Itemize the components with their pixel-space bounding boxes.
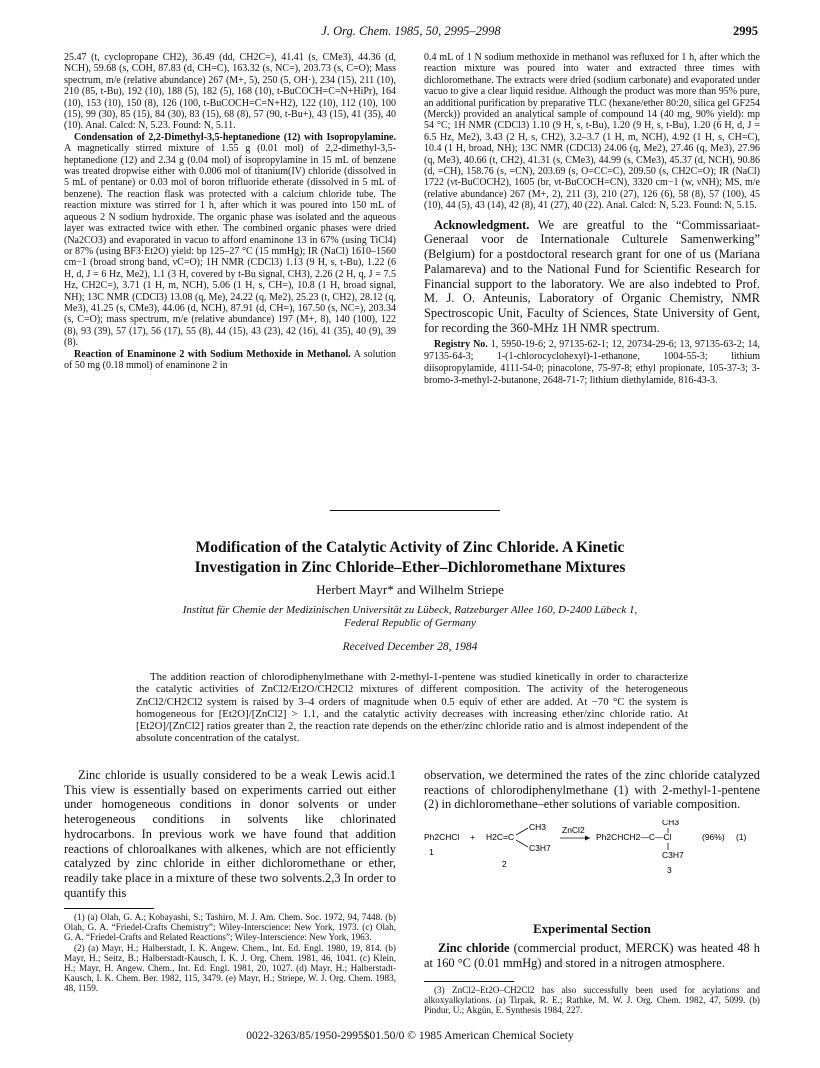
bond-up bbox=[516, 828, 528, 835]
affiliation-line-1: Institut für Chemie der Medizinischen Universität zu Lübeck, Ratzeburger Allee 160, D-2400 Lübeck 1, bbox=[182, 604, 638, 616]
condensation-paragraph bbox=[64, 132, 396, 349]
product-methyl: CH3 bbox=[662, 820, 680, 827]
reactant-2-methyl: CH3 bbox=[529, 822, 547, 832]
compound-14-paragraph: 0.4 mL of 1 N sodium methoxide in methanol was refluxed for 1 h, after which the reaction mixture was poured into water and extracted three times with dichloromethane. The extracts were dried (sodium carbonate) and evaporated under vacuo to give a clear liquid residue. Although the product was more than 95% pure, an additional purification by preparative TLC (hexane/ether 80:20, silica gel GF254 (Merck)) provided an analytical sample of compound 14 (40 mg, 90% yield): mp 54 °C; 1H NMR (CDCl3) 1.10 (9 H, s, t-Bu), 1.20 (9 H, s, t-Bu), 1.20 (6 H, d, J = 6.5 Hz, Me2), 3.43 (2 H, s, CH2), 3.2–3.7 (1 H, m, NCH), 4.92 (1 H, s, CH=C), 10.4 (1 H, broad, NH); 13C NMR (CDCl3) 24.06 (q, Me2), 27.46 (q, Me3), 27.96 (q, Me3), 40.66 (t, CH2), 41.31 (s, CMe3), 44.99 (s, CMe3), 45.37 (d, NCH), 90.86 (d, =CH), 158.76 (s, =CN), 203.69 (s, O=CC=C), 209.50 (s, CH2C=O); IR (NaCl) 1722 (νt-BuCOCH2), 1605 (br, νt-BuCOCH=CN), 3320 cm−1 (w, νNH); MS, m/e (relative abundance) 267 (M+, 2), 211 (3), 210 (27), 126 (6), 58 (8), 57 (100), 45 (10), 44 (5), 43 (14), 42 (8), 41 (27), 40 (22). Anal. Calcd: N, 5.23. Found: N, 5.15. bbox=[424, 52, 760, 212]
footnote-rule-right bbox=[424, 981, 514, 982]
article-authors: Herbert Mayr* and Wilhelm Striepe bbox=[316, 582, 504, 597]
product-propyl: C3H7 bbox=[662, 850, 684, 860]
intro-right-column bbox=[424, 768, 760, 812]
experimental-text bbox=[424, 941, 760, 970]
footnote-2: (2) (a) Mayr, H.; Halberstadt, I. K. Angew. Chem., Int. Ed. Engl. 1980, 19, 814. (b) Mayr, H.; Seitz, B.; Halberstadt-Kausch, I. K. J. Org. Chem. 1981, 46, 1041. (c) Klein, H.; Mayr, H. Angew. Chem., Int. Ed. Engl. 1981, 20, 1027. (d) Mayr, H.; Halberstadt-Kausch, I. K. Chem. Ber. 1982, 115, 3479. (e) Mayr, H.; Striepe, W. J. Org. Chem. 1983, 48, 1159. bbox=[64, 942, 396, 994]
acknowledgment-paragraph bbox=[424, 218, 760, 336]
methoxide-heading: Reaction of Enaminone 2 with Sodium Methoxide in Methanol. bbox=[74, 348, 351, 360]
footnotes-right bbox=[424, 985, 760, 1016]
reaction-scheme bbox=[424, 820, 760, 876]
zinc-chloride-paragraph bbox=[424, 941, 760, 970]
registry-paragraph bbox=[424, 339, 760, 386]
prev-article-left-column bbox=[64, 52, 396, 371]
registry-heading: Registry No. bbox=[434, 339, 488, 351]
copyright-line: 0022-3263/85/1950-2995$01.50/0 © 1985 American Chemical Society bbox=[246, 1030, 574, 1042]
prev-article-right-column bbox=[424, 52, 760, 387]
page-number: 2995 bbox=[733, 24, 758, 38]
bond-down bbox=[516, 840, 528, 847]
acknowledgment-heading: Acknowledgment. bbox=[434, 217, 530, 232]
label-compound-2: 2 bbox=[502, 859, 507, 869]
footnote-rule-left bbox=[64, 908, 154, 909]
article-separator-rule bbox=[330, 510, 500, 511]
methoxide-text: A solution of 50 mg (0.18 mmol) of enaminone 2 in bbox=[64, 348, 396, 371]
footnote-1: (1) (a) Olah, G. A.; Kobayashi, S.; Tashiro, M. J. Am. Chem. Soc. 1972, 94, 7448. (b) Olah, G. A. “Friedel-Crafts Chemistry”; Wiley-Interscience: New York, 1973. (c) Olah, G. A. “Friedel-Crafts and Related Reactions”; Wiley-Interscience: New York, 1963. bbox=[64, 912, 396, 943]
intro-paragraph: Zinc chloride is usually considered to be a weak Lewis acid.1 This view is essentially based on experiments carried out either under homogeneous conditions in donor solvents or under heterogeneous conditions in solvents like chlorinated hydrocarbons. In previous work we have found that addition reactions of chloroalkanes with alkenes, which are not efficiently catalyzed by zinc chloride in either dichloromethane or ether, readily take place in a mixture of these two solvents.2,3 In order to quantify this bbox=[64, 768, 396, 900]
label-compound-1: 1 bbox=[429, 847, 434, 857]
article-title-line-2: Investigation in Zinc Chloride–Ether–Dichloromethane Mixtures bbox=[194, 559, 626, 576]
intro-continuation: observation, we determined the rates of the zinc chloride catalyzed reactions of chlorodiphenylmethane (1) with 2-methyl-1-pentene (2) in dichloromethane–ether solutions of variable composition. bbox=[424, 768, 760, 812]
catalyst-label: ZnCl2 bbox=[562, 825, 585, 835]
reaction-arrowhead bbox=[585, 836, 590, 841]
condensation-heading: Condensation of 2,2-Dimethyl-3,5-heptanedione (12) with Isopropylamine. bbox=[74, 131, 396, 143]
equation-number: (1) bbox=[736, 832, 747, 842]
intro-left-column bbox=[64, 768, 396, 900]
plus-sign: + bbox=[470, 832, 475, 842]
article-title-line-1: Modification of the Catalytic Activity of Zinc Chloride. A Kinetic bbox=[195, 539, 625, 556]
running-header bbox=[64, 24, 758, 42]
affiliation-line-2: Federal Republic of Germany bbox=[344, 617, 476, 629]
acknowledgment-text: We are greatful to the “Commissariaat-Generaal voor de Internationale Culturele Samenwerking” (Belgium) for a postdoctoral research grant for one of us (Mariana Palamareva) and to the National Fund for Scientific Research for Financial support to the laboratory. We are also indebted to Prof. M. J. O. Anteunis, Laboratory of Organic Chemistry, NMR Spectroscopic Unit, Faculty of Sciences, State University of Gent, for recording the 360-MHz 1H NMR spectrum. bbox=[424, 217, 760, 335]
abstract: The addition reaction of chlorodiphenylmethane with 2-methyl-1-pentene was studied kinetically in order to characterize the catalytic activities of ZnCl2/Et2O/CH2Cl2 mixtures of different composition. The activity of the heterogeneous ZnCl2/CH2Cl2 system is raised by 3–4 orders of magnitude when 0.5 equiv of ether are added. At −70 °C the system is homogeneous for [Et2O]/[ZnCl2] > 1.1, and the catalytic activity decreases with increasing ether/zinc chloride ratio. At [Et2O]/[ZnCl2] ratios greater than 2, the reaction rate depends on the ether/zinc chloride ratio and is almost independent of the absolute concentration of the catalyst. bbox=[136, 671, 688, 745]
article-title bbox=[60, 538, 760, 578]
author-affiliation bbox=[60, 604, 760, 630]
footnote-3: (3) ZnCl2–Et2O–CH2Cl2 has also successfully been used for acylations and alkoxyalkylations. (a) Tirpak, R. E.; Rathke, M. W. J. Org. Chem. 1982, 47, 5099. (b) Pindur, U.; Akgün, E. Synthesis 1984, 227. bbox=[424, 985, 760, 1016]
yield: (96%) bbox=[702, 832, 725, 842]
zinc-chloride-text: (commercial product, MERCK) was heated 48 h at 160 °C (0.01 mmHg) and stored in a nitrogen atmosphere. bbox=[424, 941, 760, 970]
journal-citation: J. Org. Chem. 1985, 50, 2995–2998 bbox=[321, 24, 501, 38]
footnotes-left bbox=[64, 912, 396, 994]
experimental-heading: Experimental Section bbox=[533, 922, 651, 936]
reactant-2-propyl: C3H7 bbox=[529, 843, 551, 853]
label-compound-3: 3 bbox=[667, 865, 672, 875]
registry-text: 1, 5950-19-6; 2, 97135-62-1; 12, 20734-29-6; 13, 97135-63-2; 14, 97135-64-3; 1-(1-chlorocyclohexyl)-1-ethanone, 1004-55-3; lithium diisopropylamide, 4111-54-0; pinacolone, 75-97-8; ethyl propionate, 105-37-3; 3-bromo-3-methyl-2-butanone, 2648-71-7; lithium diethylamide, 816-43-3. bbox=[424, 339, 760, 386]
product: Ph2CHCH2—C—Cl bbox=[596, 832, 672, 842]
received-date: Received December 28, 1984 bbox=[342, 641, 478, 653]
zinc-chloride-heading: Zinc chloride bbox=[438, 941, 510, 955]
condensation-text: A magnetically stirred mixture of 1.55 g (0.01 mol) of 2,2-dimethyl-3,5-heptanedione (12) and 2.34 g (0.04 mol) of isopropylamine in 15 mL of benzene was treated dropwise either with 0.006 mol of titanium(IV) chloride (dissolved in 5 mL of pentane) or 0.03 mol of boron trifluoride etherate (dissolved in 5 mL of benzene). The reaction flask was protected with a calcium chloride tube. The reaction mixture was stirred for 1 h, after which it was poured into 150 mL of aqueous 2 N sodium hydroxide. The organic phase was isolated and the aqueous layer was extracted twice with ether. The combined organic phases were dried (Na2CO3) and evaporated in vacuo to afford enaminone 13 in 67% (using TiCl4) or 87% (using BF3·Et2O) yield: bp 125–27 °C (15 mmHg); IR (NaCl) 1610–1560 cm−1 (broad strong band, νC=O); 1H NMR (CDCl3) 1.13 (9 H, s, t-Bu), 1.22 (6 H, d, J = 6 Hz, Me2), 1.1 (3 H, covered by t-Bu signal, CH3), 2.26 (2 H, q, J = 7.5 Hz, CH2C=), 3.71 (1 H, m, NCH), 5.06 (1 H, s, CH=), 10.8 (1 H, broad signal, NH); 13C NMR (CDCl3) 13.08 (q, Me), 24.22 (q, Me2), 25.23 (t, CH2), 28.12 (q, Me3), 41.25 (s, CMe3), 44.06 (d, NCH), 87.91 (d, CH=), 167.50 (s, NC=), 203.34 (s, C=O); mass spectrum, m/e (relative abundance) 197 (M+, 8), 140 (100), 122 (8), 93 (39), 57 (17), 56 (17), 55 (8), 44 (15), 43 (23), 42 (16), 41 (35), 40 (9), 39 (8). bbox=[64, 143, 396, 349]
reactant-1: Ph2CHCl bbox=[424, 832, 460, 842]
methoxide-paragraph bbox=[64, 349, 396, 372]
reactant-2: H2C=C bbox=[486, 832, 515, 842]
spectral-data-paragraph: 25.47 (t, cyclopropane CH2), 36.49 (dd, CH2C=), 41.41 (s, CMe3), 44.36 (d, NCH), 59.68 (s, COH, 87.83 (d, CH=C), 163.32 (s, NC=), 203.73 (s, C=O); Mass spectrum, m/e (relative abundance) 267 (M+, 5), 250 (5, OH·), 234 (15), 211 (10), 210 (85, t-Bu), 192 (10), 188 (5), 182 (5), 168 (10), t-BuCOCH=C=N+HiPr), 164 (10), 153 (10), 150 (8), 126 (100, t-BuCOCH=C=N+H2), 122 (10), 112 (10), 100 (15), 99 (30), 85 (15), 84 (30), 83 (15), 68 (8), 57 (90, t-Bu+), 43 (15), 41 (35), 40 (10). Anal. Calcd: N, 5.23. Found: N, 5.11. bbox=[64, 52, 396, 132]
